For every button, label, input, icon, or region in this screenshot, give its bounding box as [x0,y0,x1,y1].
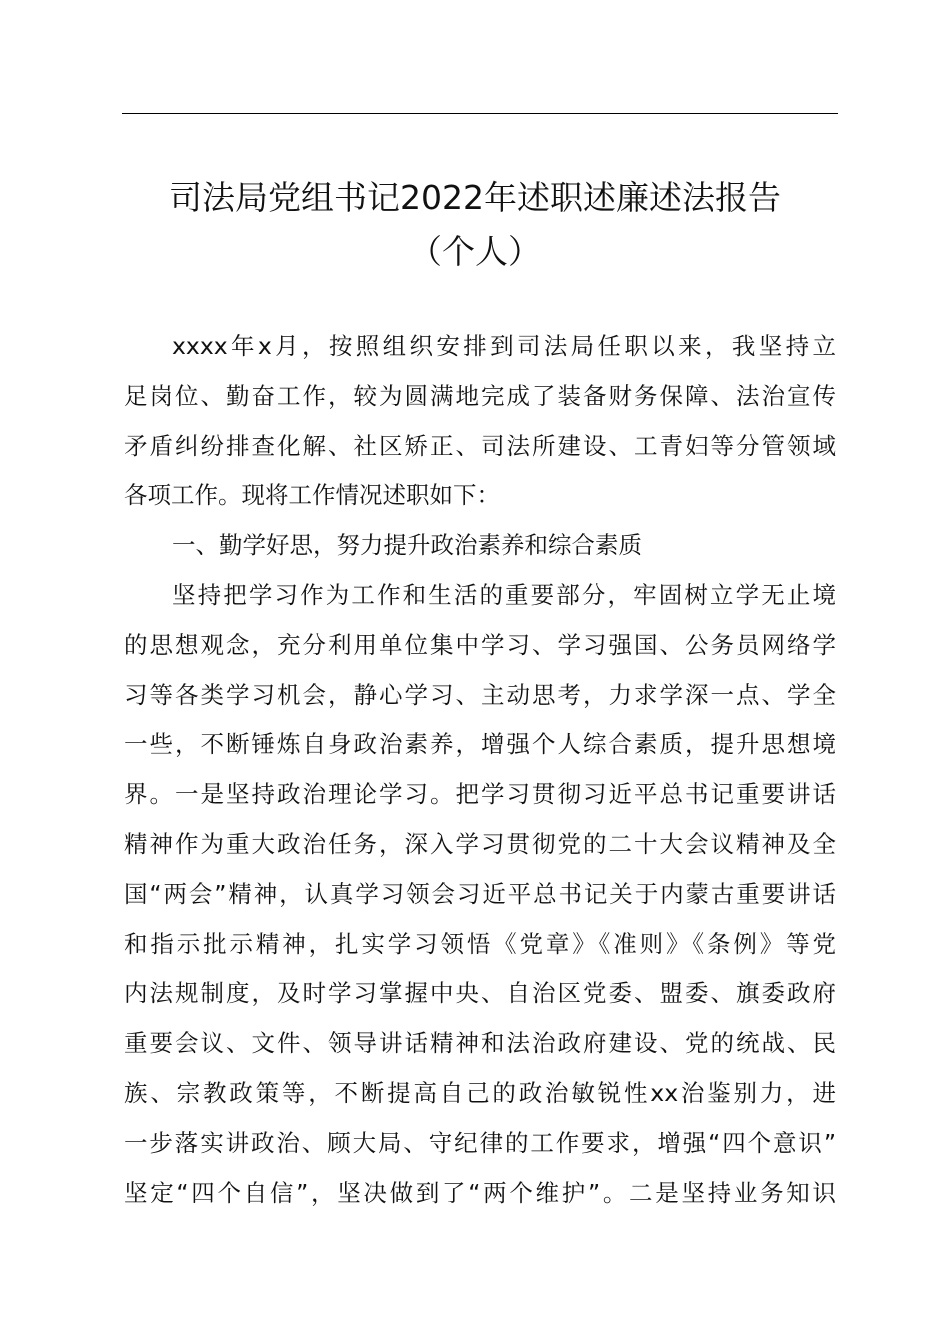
body-line: 重要会议、文件、领导讲话精神和法治政府建设、党的统战、民 [124,1029,836,1058]
body-line: 国“两会”精神，认真学习领会习近平总书记关于内蒙古重要讲话 [124,879,836,908]
body-line: 习等各类学习机会，静心学习、主动思考，力求学深一点、学全 [124,680,836,709]
document-body [124,322,836,1218]
document-subtitle: （个人） [409,232,541,271]
body-line: 坚定“四个自信”，坚决做到了“两个维护”。二是坚持业务知识 [124,1178,836,1207]
body-line: 坚持把学习作为工作和生活的重要部分，牢固树立学无止境 [172,580,836,609]
body-line: xxxx年x月，按照组织安排到司法局任职以来，我坚持立 [172,332,836,360]
body-line: 和指示批示精神，扎实学习领悟《党章》《准则》《条例》等党 [124,929,836,958]
section-heading: 一、勤学好思，努力提升政治素养和综合素质 [172,531,642,560]
body-line: 足岗位、勤奋工作，较为圆满地完成了装备财务保障、法治宣传 [124,381,836,410]
body-line: 一些，不断锤炼自身政治素养，增强个人综合素质，提升思想境 [124,730,836,759]
document-title: 司法局党组书记2022年述职述廉述法报告 [169,178,781,217]
body-line: 矛盾纠纷排查化解、社区矫正、司法所建设、工青妇等分管领域 [124,431,836,460]
body-line: 各项工作。现将工作情况述职如下： [124,481,500,510]
body-line: 内法规制度，及时学习掌握中央、自治区党委、盟委、旗委政府 [124,979,836,1008]
body-line: 一步落实讲政治、顾大局、守纪律的工作要求，增强“四个意识” [124,1128,836,1157]
body-line: 族、宗教政策等，不断提高自己的政治敏锐性xx治鉴别力，进 [124,1078,836,1107]
body-line: 界。一是坚持政治理论学习。把学习贯彻习近平总书记重要讲话 [124,780,836,809]
body-line: 的思想观念，充分利用单位集中学习、学习强国、公务员网络学 [124,630,836,659]
header-rule [122,113,838,114]
body-line: 精神作为重大政治任务，深入学习贯彻党的二十大会议精神及全 [124,829,836,858]
